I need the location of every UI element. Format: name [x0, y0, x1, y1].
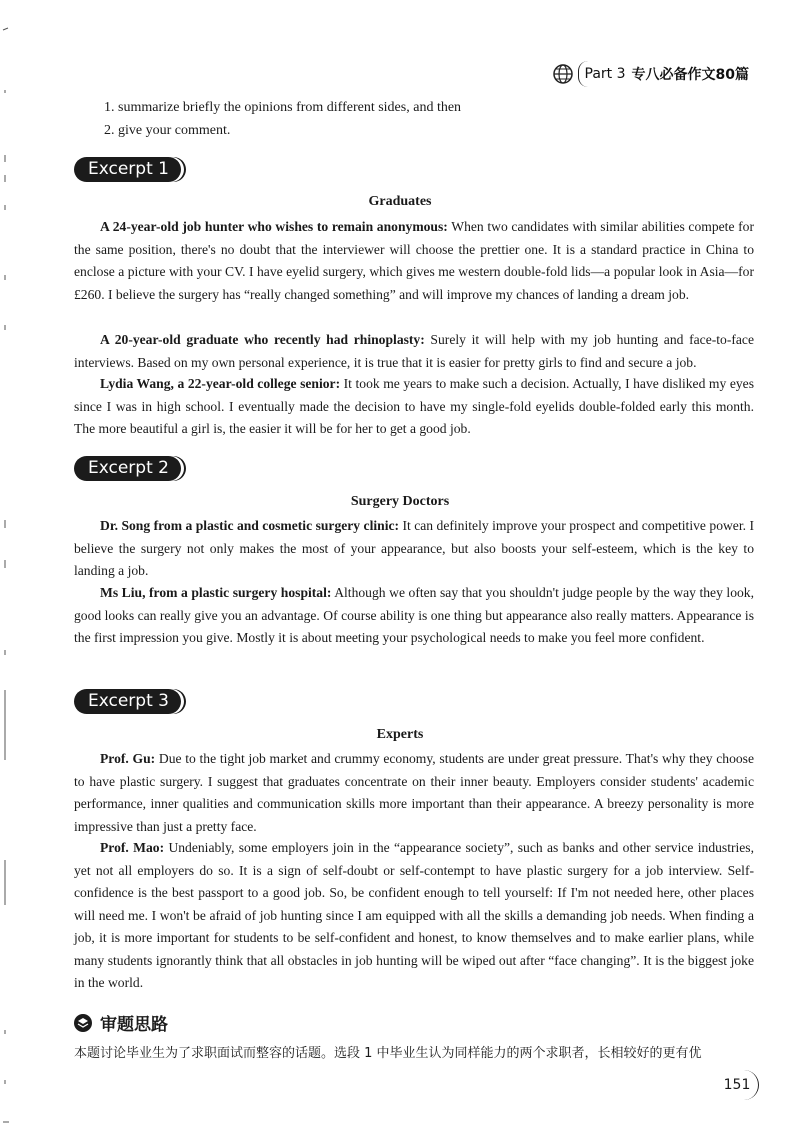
instruction-item: 2. give your comment.: [104, 123, 231, 138]
speaker: Prof. Gu:: [100, 751, 156, 766]
excerpt-badge: Excerpt 1: [74, 157, 181, 182]
globe-icon: [552, 63, 574, 85]
instruction-item: 1. summarize briefly the opinions from different sides, and then: [104, 100, 462, 115]
paragraph: [74, 373, 754, 441]
excerpt-badge: Excerpt 3: [74, 689, 181, 714]
speaker: Lydia Wang, a 22-year-old college senior:: [100, 376, 341, 391]
page-number: 151: [716, 1070, 759, 1100]
section-title: Graduates: [368, 194, 432, 209]
paragraph: [74, 216, 754, 306]
paragraph-text: Although we often say that you shouldn't judge people by the way they look, good looks can really give you an advantage. Of course ability is one thing but appearance also really matters. Appearance is the first impression you give. Mostly it is about meeting your psychological needs to make you feel more confident.: [74, 585, 754, 645]
speaker: Dr. Song from a plastic and cosmetic surgery clinic:: [100, 518, 400, 533]
paragraph-text: It can definitely improve your prospect and competitive power. I believe the surgery not only makes the most of your appearance, but also boosts your self-esteem, which is the key to landing a job.: [74, 518, 754, 578]
paragraph: [74, 329, 754, 374]
layers-icon: [74, 1014, 92, 1032]
excerpt-3-badge-wrap: [74, 689, 800, 714]
paragraph-text: It took me years to make such a decision. Actually, I have disliked my eyes since I was in high school. I eventually made the decision to have my single-fold eyelids double-folded early this month. The more beautiful a girl is, the easier it will be for her to get a good job.: [74, 376, 754, 436]
header-title: 专八必备作文80篇: [631, 67, 749, 83]
paragraph: [74, 837, 754, 995]
speaker: A 24-year-old job hunter who wishes to remain anonymous:: [100, 219, 448, 234]
speaker: Prof. Mao:: [100, 840, 165, 855]
speaker: Ms Liu, from a plastic surgery hospital:: [100, 585, 332, 600]
page-header: [552, 58, 755, 90]
speaker: A 20-year-old graduate who recently had rhinoplasty:: [100, 332, 425, 347]
section-title: Surgery Doctors: [350, 494, 450, 509]
excerpt-1-badge-wrap: [74, 157, 800, 182]
instruction-list: [104, 96, 461, 142]
excerpt-badge: Excerpt 2: [74, 456, 181, 481]
paragraph-text: Undeniably, some employers join in the “appearance society”, such as banks and other service industries, yet not all employers do so. It is a sign of self-doubt or self-contempt to have plastic surgery for a job interview. Self-confidence is the best passport to a good job. So, be confident enough to tell yourself: If I'm not needed here, other places will need me. I won't be afraid of job hunting since I am equipped with all the skills a demanding job needs. When finding a job, it is more important for students to be self-confident and honest, to know themselves and to make earlier plans, while many students ignorantly think that all obstacles in job hunting will be wiped out after “face changing”. It is the biggest joke in the world.: [74, 840, 754, 990]
excerpt-2-badge-wrap: [74, 456, 800, 481]
margin-marks: [0, 0, 12, 1132]
header-part-bracket: [578, 61, 755, 87]
review-heading: 审题思路: [100, 1015, 168, 1035]
paragraph-text: When two candidates with similar abilities compete for the same position, there's no doubt that the interviewer will choose the prettier one. It is a standard practice in China to enclose a picture with your CV. I have eyelid surgery, which gives me western double-fold lids—a popular look in Asia—for £260. I believe the surgery has “really changed something” and will improve my chances of landing a dream job.: [74, 219, 754, 302]
section-title: Experts: [376, 727, 424, 742]
header-part: Part 3: [584, 66, 626, 82]
paragraph-text: Surely it will help with my job hunting and face-to-face interviews. Based on my own personal experience, it is true that it is easier for pretty girls to find and secure a job.: [74, 332, 754, 370]
paragraph-text: Due to the tight job market and crummy economy, students are under great pressure. That's why they choose to have plastic surgery. I suggest that graduates concentrate on their inner beauty. Employers consider students' academic performance, inner qualities and communication skills more important than their appearance. A breezy personality is more impressive than just a pretty face.: [74, 751, 754, 834]
paragraph: [74, 515, 754, 583]
review-heading-wrap: [74, 1010, 168, 1035]
paragraph: [74, 582, 754, 650]
review-text: 本题讨论毕业生为了求职面试而整容的话题。选段 1 中毕业生认为同样能力的两个求职者，长相较好的更有优: [74, 1046, 702, 1061]
paragraph: [74, 748, 754, 838]
